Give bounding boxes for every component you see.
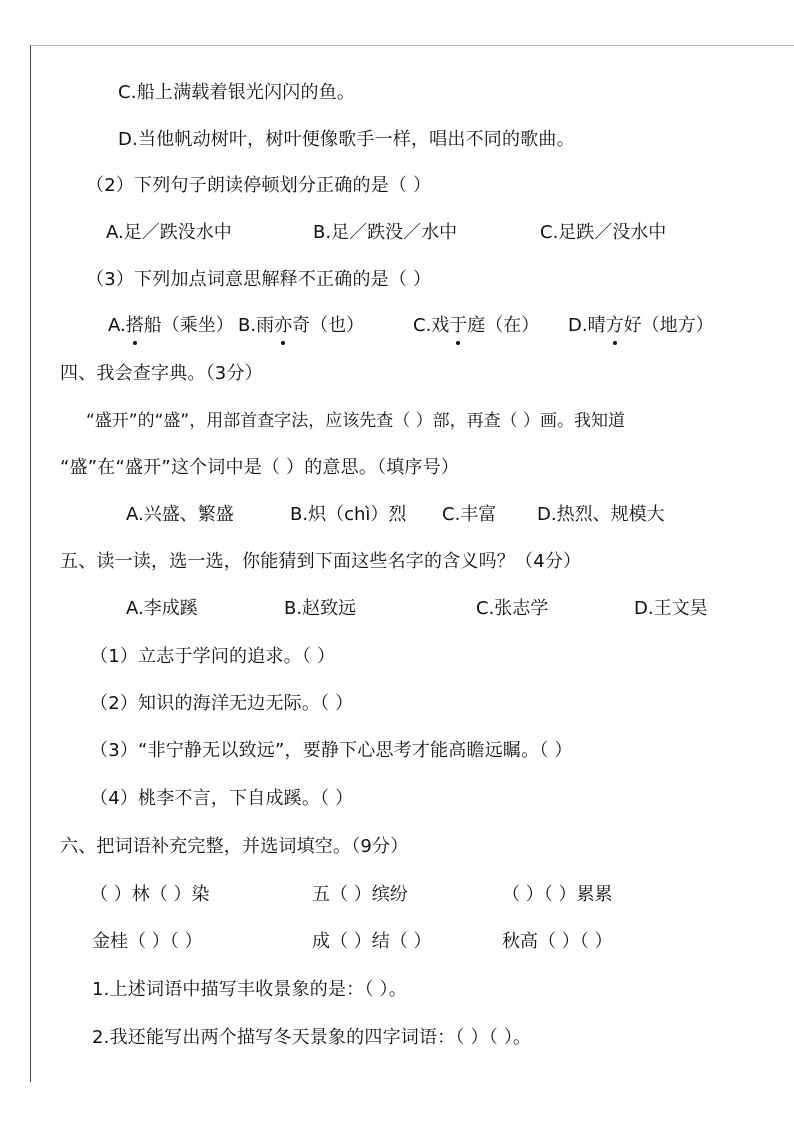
q5-item: （3）“非宁静无以致远”，要静下心思考才能高瞻远瞩。（ ） xyxy=(90,740,573,761)
dotted-char: 于 xyxy=(449,313,467,339)
q5-option-b: B.赵致远 xyxy=(284,598,357,619)
dotted-char: 搭 xyxy=(126,313,144,339)
q4-option-a: A.兴盛、繁盛 xyxy=(126,504,234,525)
q5-item: （4）桃李不言，下自成蹊。（ ） xyxy=(90,788,354,809)
q3-sub3-option-c xyxy=(413,313,539,339)
q4-option-d: D.热烈、规模大 xyxy=(537,504,665,525)
q6-word: （ ）林（ ）染 xyxy=(90,884,210,905)
q6-fill-2: 2.我还能写出两个描写冬天景象的四字词语：（ ）（ ）。 xyxy=(92,1027,532,1048)
q5-option-c: C.张志学 xyxy=(476,598,549,619)
dotted-char: 亦 xyxy=(274,313,292,339)
q3-sub2-option-a: A.足／跌没水中 xyxy=(106,222,232,243)
option-rest: 好（地方） xyxy=(623,315,714,336)
q6-word: 秋高（ ）（ ） xyxy=(502,931,613,952)
q3-option-c: C.船上满载着银光闪闪的鱼。 xyxy=(118,82,356,103)
q6-fill-1: 1.上述词语中描写丰收景象的是：（ ）。 xyxy=(92,979,407,1000)
q5-option-a: A.李成蹊 xyxy=(126,598,198,619)
q4-title: 四、我会查字典。（3分） xyxy=(60,363,263,384)
q5-title: 五、读一读，选一选，你能猜到下面这些名字的含义吗？（4分） xyxy=(60,551,582,572)
option-prefix: A. xyxy=(108,315,126,336)
q6-word: 五（ ）缤纷 xyxy=(312,884,408,905)
q3-sub3-option-a xyxy=(108,313,234,339)
option-prefix: D.晴 xyxy=(568,315,606,336)
q3-sub3-option-d xyxy=(568,313,714,339)
q4-line1: “盛开”的“盛”，用部首查字法，应该先查（ ）部，再查（ ）画。我知道 xyxy=(86,411,626,431)
q6-word: 金桂（ ）（ ） xyxy=(92,931,203,952)
option-rest: 奇（也） xyxy=(292,315,365,336)
q6-word: （ ）（ ）累累 xyxy=(502,884,613,905)
q4-option-c: C.丰富 xyxy=(442,504,497,525)
q3-sub3-stem: （3）下列加点词意思解释不正确的是（ ） xyxy=(86,269,432,290)
q6-word: 成（ ）结（ ） xyxy=(312,931,432,952)
option-prefix: C.戏 xyxy=(413,315,450,336)
q6-title: 六、把词语补充完整，并选词填空。（9分） xyxy=(60,836,409,857)
q3-option-d: D.当他帆动树叶，树叶便像歌手一样，唱出不同的歌曲。 xyxy=(118,129,575,150)
option-rest: 庭（在） xyxy=(467,315,540,336)
option-prefix: B.雨 xyxy=(238,315,275,336)
q3-sub2-stem: （2）下列句子朗读停顿划分正确的是（ ） xyxy=(86,175,432,196)
q3-sub2-option-b: B.足／跌没／水中 xyxy=(313,222,458,243)
q5-option-d: D.王文昊 xyxy=(634,598,708,619)
option-rest: 船（乘坐） xyxy=(143,315,234,336)
q4-line2: “盛”在“盛开”这个词中是（ ）的意思。（填序号） xyxy=(60,457,460,478)
q5-item: （2）知识的海洋无边无际。（ ） xyxy=(90,693,354,714)
q5-item: （1）立志于学问的追求。（ ） xyxy=(90,646,336,667)
q4-option-b: B.炽（chì）烈 xyxy=(290,504,407,525)
q3-sub3-option-b xyxy=(238,313,364,339)
dotted-char: 方 xyxy=(606,313,624,339)
q3-sub2-option-c: C.足跌／没水中 xyxy=(540,222,667,243)
